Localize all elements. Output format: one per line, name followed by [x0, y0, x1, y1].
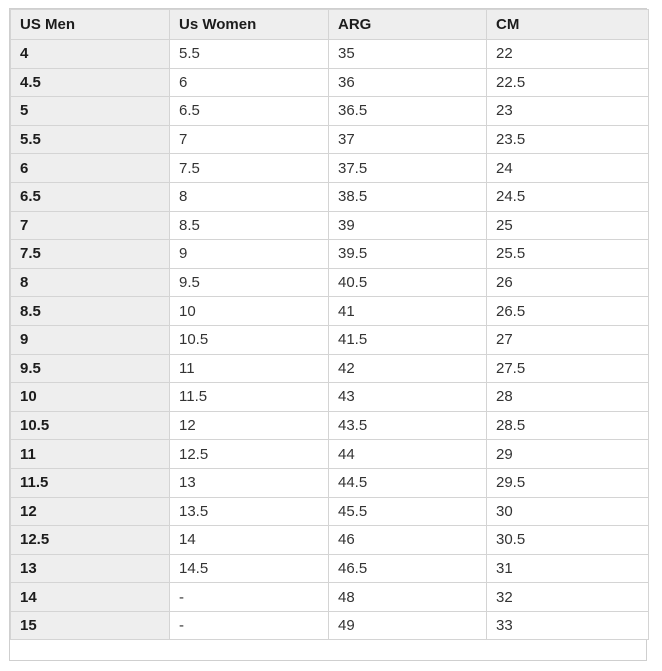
cell-cm: 31 [487, 554, 649, 583]
cell-us-women: - [170, 611, 329, 640]
cell-cm: 25 [487, 211, 649, 240]
table-row [11, 154, 649, 183]
cell-cm: 24 [487, 154, 649, 183]
cell-arg: 43 [329, 383, 487, 412]
cell-cm: 26 [487, 268, 649, 297]
cell-cm: 24.5 [487, 182, 649, 211]
cell-us-women: 7 [170, 125, 329, 154]
cell-arg: 42 [329, 354, 487, 383]
cell-arg: 48 [329, 583, 487, 612]
cell-us-women: 12 [170, 411, 329, 440]
cell-us-men: 14 [11, 583, 170, 612]
cell-cm: 32 [487, 583, 649, 612]
cell-arg: 46.5 [329, 554, 487, 583]
cell-arg: 41 [329, 297, 487, 326]
cell-us-men: 10.5 [11, 411, 170, 440]
cell-cm: 29.5 [487, 468, 649, 497]
cell-cm: 25.5 [487, 240, 649, 269]
cell-cm: 29 [487, 440, 649, 469]
table-row [11, 497, 649, 526]
cell-cm: 33 [487, 611, 649, 640]
header-us-men: US Men [11, 10, 170, 40]
table-row [11, 211, 649, 240]
cell-arg: 40.5 [329, 268, 487, 297]
table-row [11, 97, 649, 126]
cell-us-men: 8 [11, 268, 170, 297]
cell-us-women: 14.5 [170, 554, 329, 583]
cell-cm: 27 [487, 325, 649, 354]
table-row [11, 297, 649, 326]
cell-cm: 22.5 [487, 68, 649, 97]
cell-us-women: 13 [170, 468, 329, 497]
cell-us-women: 13.5 [170, 497, 329, 526]
table-header [11, 10, 649, 40]
cell-us-women: 11 [170, 354, 329, 383]
cell-us-men: 11.5 [11, 468, 170, 497]
table-row [11, 354, 649, 383]
cell-arg: 44.5 [329, 468, 487, 497]
cell-us-men: 7.5 [11, 240, 170, 269]
cell-cm: 22 [487, 40, 649, 69]
cell-us-men: 12 [11, 497, 170, 526]
table-row [11, 411, 649, 440]
cell-cm: 27.5 [487, 354, 649, 383]
cell-us-men: 8.5 [11, 297, 170, 326]
cell-cm: 23.5 [487, 125, 649, 154]
cell-cm: 23 [487, 97, 649, 126]
cell-arg: 44 [329, 440, 487, 469]
cell-us-men: 11 [11, 440, 170, 469]
table-row [11, 125, 649, 154]
cell-us-women: 5.5 [170, 40, 329, 69]
cell-us-men: 13 [11, 554, 170, 583]
cell-us-women: 9 [170, 240, 329, 269]
cell-us-men: 6.5 [11, 182, 170, 211]
table-body [11, 40, 649, 640]
table-row [11, 68, 649, 97]
cell-cm: 30 [487, 497, 649, 526]
cell-arg: 36.5 [329, 97, 487, 126]
cell-us-men: 10 [11, 383, 170, 412]
table-row [11, 182, 649, 211]
cell-us-women: - [170, 583, 329, 612]
cell-us-men: 9 [11, 325, 170, 354]
table-row [11, 583, 649, 612]
cell-us-women: 12.5 [170, 440, 329, 469]
cell-arg: 39 [329, 211, 487, 240]
size-chart-table [10, 9, 649, 640]
table-row [11, 268, 649, 297]
cell-us-men: 12.5 [11, 526, 170, 555]
table-row [11, 40, 649, 69]
cell-us-men: 15 [11, 611, 170, 640]
cell-arg: 41.5 [329, 325, 487, 354]
cell-us-men: 5.5 [11, 125, 170, 154]
cell-arg: 37.5 [329, 154, 487, 183]
table-row [11, 526, 649, 555]
cell-us-women: 6.5 [170, 97, 329, 126]
header-cm: CM [487, 10, 649, 40]
table-row [11, 440, 649, 469]
cell-cm: 28.5 [487, 411, 649, 440]
cell-arg: 38.5 [329, 182, 487, 211]
table-row [11, 240, 649, 269]
cell-arg: 49 [329, 611, 487, 640]
table-row [11, 383, 649, 412]
cell-us-men: 5 [11, 97, 170, 126]
header-arg: ARG [329, 10, 487, 40]
header-us-women: Us Women [170, 10, 329, 40]
cell-cm: 26.5 [487, 297, 649, 326]
cell-us-women: 10 [170, 297, 329, 326]
size-chart-container [9, 8, 647, 661]
table-row [11, 554, 649, 583]
cell-us-women: 6 [170, 68, 329, 97]
cell-arg: 37 [329, 125, 487, 154]
cell-us-men: 4 [11, 40, 170, 69]
header-row [11, 10, 649, 40]
cell-arg: 39.5 [329, 240, 487, 269]
cell-arg: 46 [329, 526, 487, 555]
cell-us-women: 11.5 [170, 383, 329, 412]
cell-cm: 28 [487, 383, 649, 412]
table-row [11, 468, 649, 497]
cell-arg: 43.5 [329, 411, 487, 440]
table-row [11, 611, 649, 640]
cell-arg: 36 [329, 68, 487, 97]
cell-us-women: 7.5 [170, 154, 329, 183]
cell-us-women: 10.5 [170, 325, 329, 354]
cell-us-men: 6 [11, 154, 170, 183]
cell-us-women: 9.5 [170, 268, 329, 297]
cell-cm: 30.5 [487, 526, 649, 555]
cell-us-men: 9.5 [11, 354, 170, 383]
cell-us-men: 7 [11, 211, 170, 240]
cell-arg: 45.5 [329, 497, 487, 526]
cell-arg: 35 [329, 40, 487, 69]
cell-us-women: 14 [170, 526, 329, 555]
cell-us-women: 8.5 [170, 211, 329, 240]
table-row [11, 325, 649, 354]
cell-us-women: 8 [170, 182, 329, 211]
cell-us-men: 4.5 [11, 68, 170, 97]
